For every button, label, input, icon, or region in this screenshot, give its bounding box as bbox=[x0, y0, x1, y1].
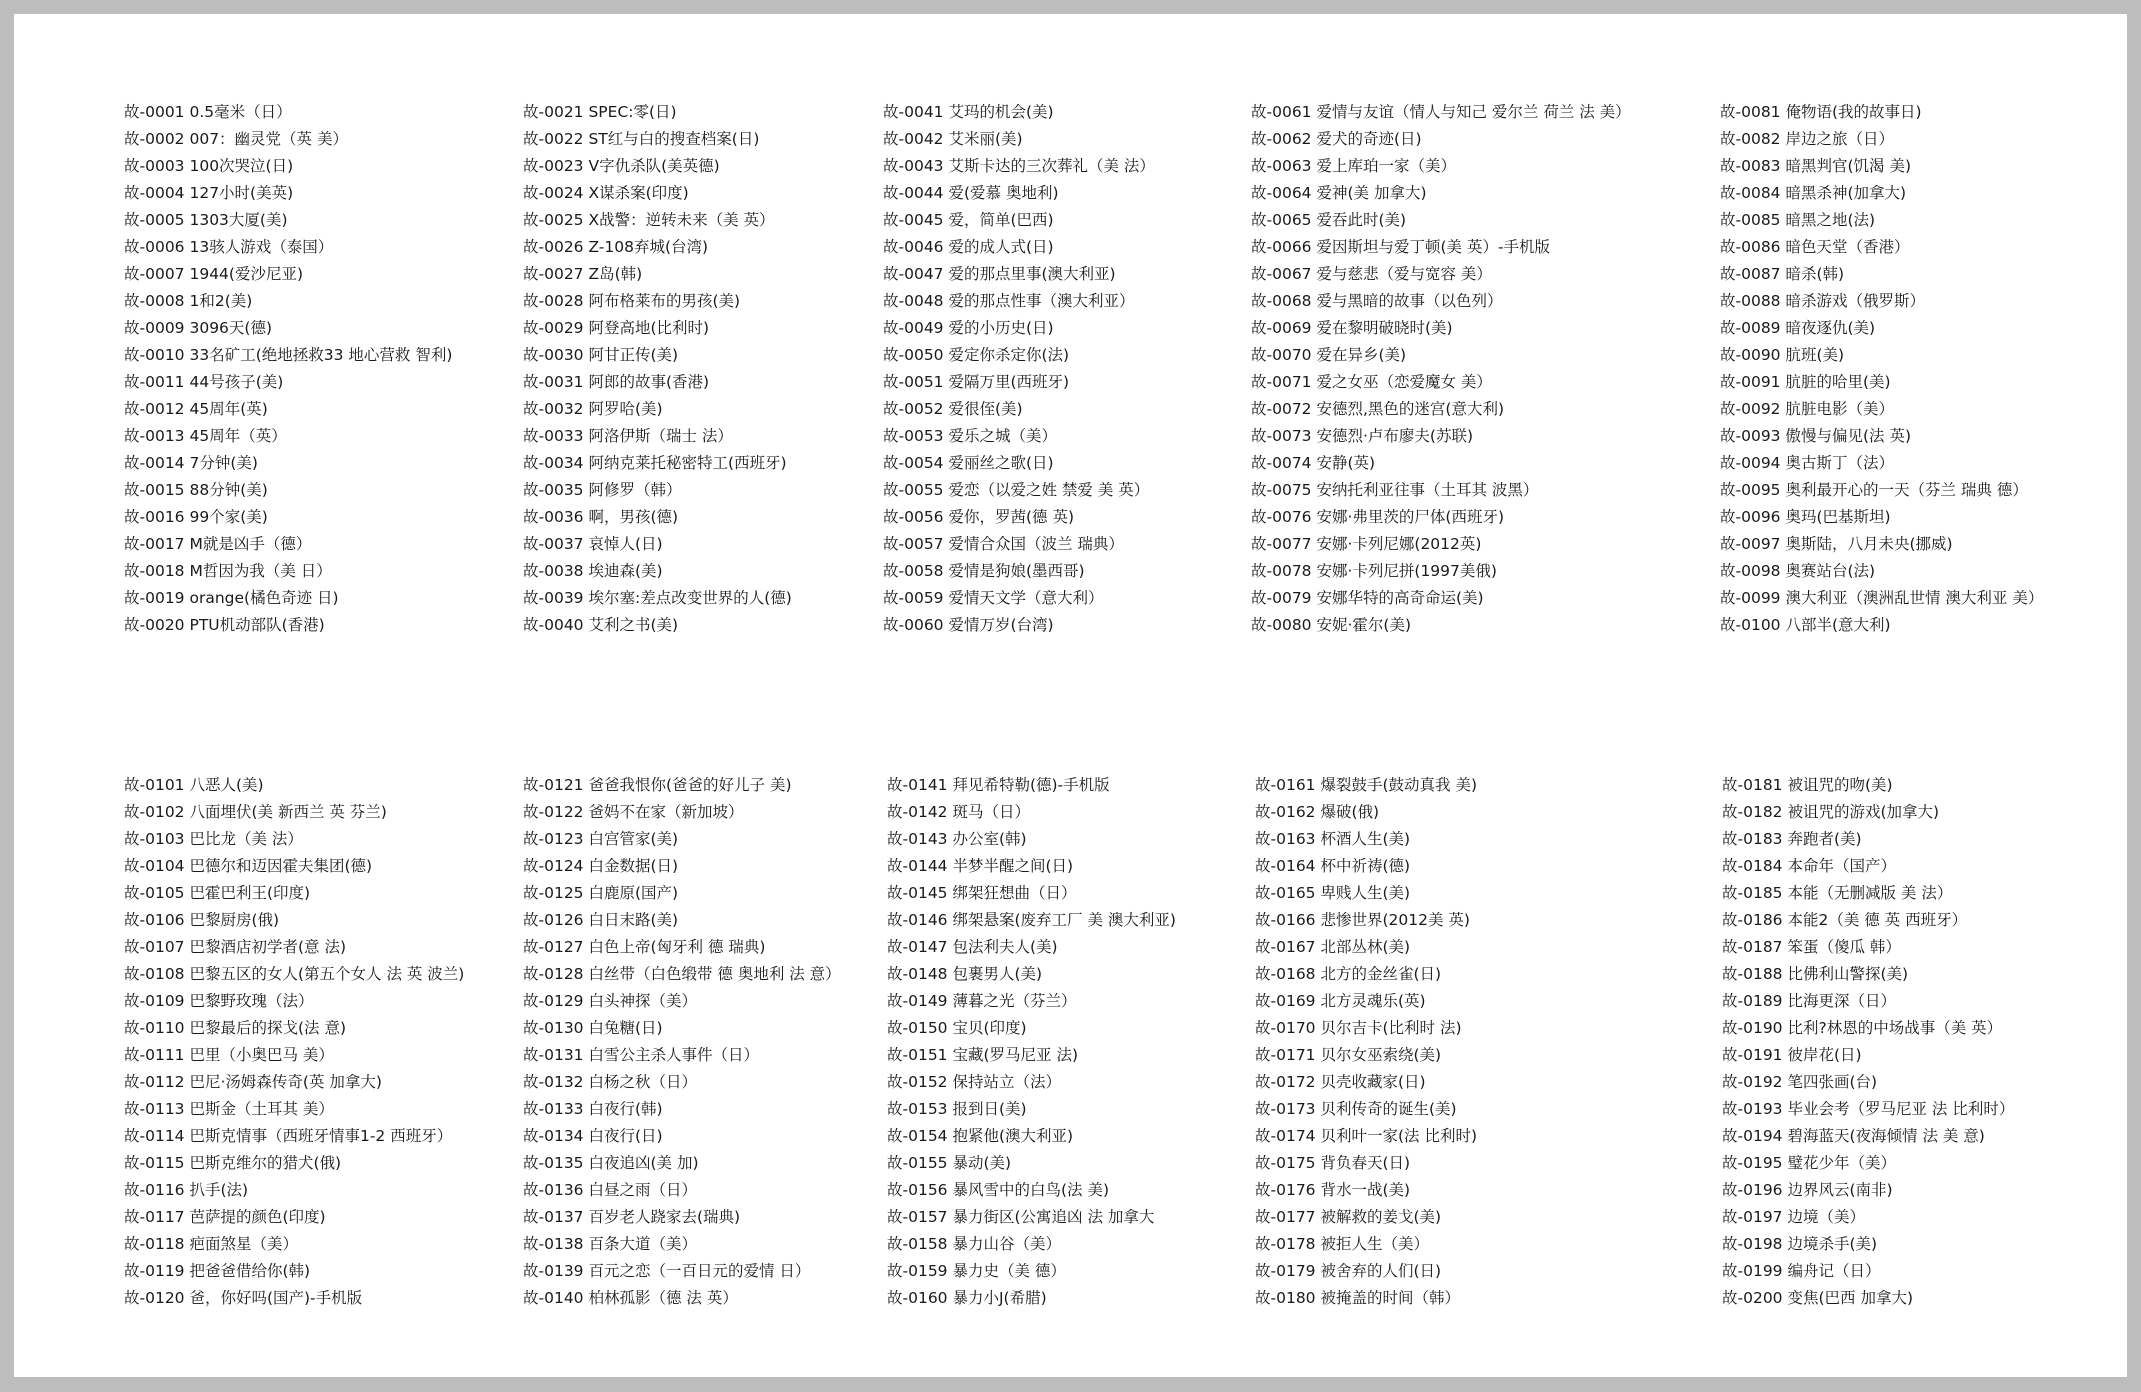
catalog-entry: 故-0193 毕业会考（罗马尼亚 法 比利时） bbox=[1722, 1100, 2015, 1118]
catalog-entry: 故-0128 白丝带（白色缎带 德 奥地利 法 意） bbox=[523, 965, 841, 983]
catalog-entry: 故-0108 巴黎五区的女人(第五个女人 法 英 波兰) bbox=[124, 965, 465, 983]
catalog-entry: 故-0124 白金数据(日) bbox=[523, 857, 679, 875]
catalog-entry: 故-0011 44号孩子(美) bbox=[124, 373, 284, 391]
catalog-entry: 故-0146 绑架悬案(废弃工厂 美 澳大利亚) bbox=[887, 911, 1176, 929]
catalog-entry: 故-0155 暴动(美) bbox=[887, 1154, 1012, 1172]
catalog-entry: 故-0042 艾米丽(美) bbox=[883, 130, 1023, 148]
catalog-entry: 故-0189 比海更深（日） bbox=[1722, 992, 1896, 1010]
catalog-entry: 故-0121 爸爸我恨你(爸爸的好儿子 美) bbox=[523, 776, 792, 794]
catalog-entry: 故-0064 爱神(美 加拿大) bbox=[1251, 184, 1427, 202]
catalog-entry: 故-0096 奥玛(巴基斯坦) bbox=[1720, 508, 1891, 526]
catalog-entry: 故-0020 PTU机动部队(香港) bbox=[124, 616, 325, 634]
catalog-entry: 故-0113 巴斯金（土耳其 美） bbox=[124, 1100, 334, 1118]
catalog-entry: 故-0151 宝藏(罗马尼亚 法) bbox=[887, 1046, 1078, 1064]
catalog-column bbox=[1722, 772, 2141, 1312]
catalog-entry: 故-0066 爱因斯坦与爱丁顿(美 英）-手机版 bbox=[1251, 238, 1551, 256]
catalog-column bbox=[124, 99, 584, 639]
catalog-entry: 故-0185 本能（无删减版 美 法） bbox=[1722, 884, 1953, 902]
catalog-entry: 故-0179 被舍弃的人们(日) bbox=[1255, 1262, 1442, 1280]
catalog-entry: 故-0029 阿登高地(比利时) bbox=[523, 319, 710, 337]
catalog-entry: 故-0052 爱很侄(美) bbox=[883, 400, 1023, 418]
catalog-entry: 故-0038 埃迪森(美) bbox=[523, 562, 663, 580]
catalog-entry: 故-0060 爱情万岁(台湾) bbox=[883, 616, 1054, 634]
catalog-entry: 故-0082 岸边之旅（日） bbox=[1720, 130, 1894, 148]
catalog-entry: 故-0028 阿布格莱布的男孩(美) bbox=[523, 292, 741, 310]
catalog-entry: 故-0034 阿纳克莱托秘密特工(西班牙) bbox=[523, 454, 787, 472]
catalog-entry: 故-0177 被解救的姜戈(美) bbox=[1255, 1208, 1442, 1226]
catalog-entry: 故-0088 暗杀游戏（俄罗斯） bbox=[1720, 292, 1925, 310]
catalog-entry: 故-0097 奥斯陆，八月未央(挪威) bbox=[1720, 535, 1953, 553]
catalog-entry: 故-0054 爱丽丝之歌(日) bbox=[883, 454, 1054, 472]
catalog-entry: 故-0156 暴风雪中的白鸟(法 美) bbox=[887, 1181, 1109, 1199]
catalog-entry: 故-0195 璧花少年（美） bbox=[1722, 1154, 1896, 1172]
catalog-entry: 故-0022 ST红与白的搜查档案(日) bbox=[523, 130, 760, 148]
catalog-entry: 故-0154 抱紧他(澳大利亚) bbox=[887, 1127, 1074, 1145]
catalog-entry: 故-0040 艾利之书(美) bbox=[523, 616, 679, 634]
catalog-entry: 故-0057 爱情合众国（波兰 瑞典） bbox=[883, 535, 1124, 553]
catalog-entry: 故-0051 爱隔万里(西班牙) bbox=[883, 373, 1070, 391]
catalog-entry: 故-0125 白鹿原(国产) bbox=[523, 884, 679, 902]
catalog-entry: 故-0180 被掩盖的时间（韩） bbox=[1255, 1289, 1460, 1307]
catalog-entry: 故-0176 背水一战(美) bbox=[1255, 1181, 1411, 1199]
catalog-entry: 故-0119 把爸爸借给你(韩) bbox=[124, 1262, 311, 1280]
catalog-entry: 故-0068 爱与黑暗的故事（以色列） bbox=[1251, 292, 1503, 310]
catalog-entry: 故-0158 暴力山谷（美） bbox=[887, 1235, 1061, 1253]
catalog-entry: 故-0010 33名矿工(绝地拯救33 地心营救 智利) bbox=[124, 346, 453, 364]
catalog-entry: 故-0160 暴力小J(希腊) bbox=[887, 1289, 1047, 1307]
catalog-entry: 故-0071 爱之女巫（恋爱魔女 美） bbox=[1251, 373, 1492, 391]
catalog-entry: 故-0181 被诅咒的吻(美) bbox=[1722, 776, 1893, 794]
catalog-entry: 故-0056 爱你，罗茜(德 英) bbox=[883, 508, 1074, 526]
catalog-entry: 故-0200 变焦(巴西 加拿大) bbox=[1722, 1289, 1913, 1307]
catalog-entry: 故-0135 白夜追凶(美 加) bbox=[523, 1154, 699, 1172]
catalog-entry: 故-0099 澳大利亚（澳洲乱世情 澳大利亚 美） bbox=[1720, 589, 2044, 607]
catalog-entry: 故-0001 0.5毫米（日） bbox=[124, 103, 292, 121]
catalog-entry: 故-0091 肮脏的哈里(美) bbox=[1720, 373, 1891, 391]
catalog-entry: 故-0084 暗黑杀神(加拿大) bbox=[1720, 184, 1907, 202]
catalog-entry: 故-0170 贝尔吉卡(比利时 法) bbox=[1255, 1019, 1462, 1037]
catalog-entry: 故-0137 百岁老人跷家去(瑞典) bbox=[523, 1208, 741, 1226]
catalog-entry: 故-0114 巴斯克情事（西班牙情事1-2 西班牙） bbox=[124, 1127, 453, 1145]
catalog-entry: 故-0166 悲惨世界(2012美 英) bbox=[1255, 911, 1470, 929]
catalog-entry: 故-0199 编舟记（日） bbox=[1722, 1262, 1881, 1280]
catalog-entry: 故-0149 薄暮之光（芬兰） bbox=[887, 992, 1077, 1010]
catalog-entry: 故-0164 杯中祈祷(德) bbox=[1255, 857, 1411, 875]
catalog-entry: 故-0077 安娜·卡列尼娜(2012英) bbox=[1251, 535, 1482, 553]
catalog-entry: 故-0023 V字仇杀队(美英德) bbox=[523, 157, 720, 175]
catalog-entry: 故-0092 肮脏电影（美） bbox=[1720, 400, 1894, 418]
catalog-entry: 故-0182 被诅咒的游戏(加拿大) bbox=[1722, 803, 1940, 821]
catalog-entry: 故-0107 巴黎酒店初学者(意 法) bbox=[124, 938, 346, 956]
catalog-entry: 故-0095 奥利最开心的一天（芬兰 瑞典 德） bbox=[1720, 481, 2028, 499]
catalog-entry: 故-0118 疤面煞星（美） bbox=[124, 1235, 298, 1253]
catalog-entry: 故-0041 艾玛的机会(美) bbox=[883, 103, 1054, 121]
catalog-entry: 故-0090 肮班(美) bbox=[1720, 346, 1845, 364]
catalog-entry: 故-0115 巴斯克维尔的猎犬(俄) bbox=[124, 1154, 342, 1172]
catalog-entry: 故-0016 99个家(美) bbox=[124, 508, 268, 526]
catalog-entry: 故-0083 暗黑判官(饥渴 美) bbox=[1720, 157, 1911, 175]
catalog-entry: 故-0027 Z岛(韩) bbox=[523, 265, 643, 283]
catalog-entry: 故-0123 白宫管家(美) bbox=[523, 830, 679, 848]
catalog-entry: 故-0009 3096天(德) bbox=[124, 319, 273, 337]
catalog-entry: 故-0183 奔跑者(美) bbox=[1722, 830, 1862, 848]
catalog-entry: 故-0036 啊，男孩(德) bbox=[523, 508, 679, 526]
catalog-entry: 故-0148 包裹男人(美) bbox=[887, 965, 1043, 983]
catalog-entry: 故-0140 柏林孤影（德 法 英） bbox=[523, 1289, 738, 1307]
catalog-entry: 故-0007 1944(爱沙尼亚) bbox=[124, 265, 304, 283]
catalog-entry: 故-0035 阿修罗（韩） bbox=[523, 481, 682, 499]
catalog-entry: 故-0142 斑马（日） bbox=[887, 803, 1030, 821]
catalog-entry: 故-0101 八恶人(美) bbox=[124, 776, 264, 794]
catalog-entry: 故-0030 阿甘正传(美) bbox=[523, 346, 679, 364]
catalog-entry: 故-0069 爱在黎明破晓时(美) bbox=[1251, 319, 1453, 337]
catalog-entry: 故-0074 安静(英) bbox=[1251, 454, 1376, 472]
catalog-entry: 故-0063 爱上库珀一家（美） bbox=[1251, 157, 1456, 175]
catalog-entry: 故-0162 爆破(俄) bbox=[1255, 803, 1380, 821]
catalog-entry: 故-0187 笨蛋（傻瓜 韩） bbox=[1722, 938, 1901, 956]
catalog-entry: 故-0191 彼岸花(日) bbox=[1722, 1046, 1862, 1064]
catalog-column bbox=[1255, 772, 1715, 1312]
catalog-entry: 故-0094 奥古斯丁（法） bbox=[1720, 454, 1894, 472]
catalog-entry: 故-0157 暴力街区(公寓追凶 法 加拿大 bbox=[887, 1208, 1155, 1226]
catalog-entry: 故-0159 暴力史（美 德） bbox=[887, 1262, 1066, 1280]
catalog-entry: 故-0168 北方的金丝雀(日) bbox=[1255, 965, 1442, 983]
catalog-entry: 故-0061 爱情与友谊（情人与知己 爱尔兰 荷兰 法 美） bbox=[1251, 103, 1631, 121]
catalog-entry: 故-0002 007：幽灵党（英 美） bbox=[124, 130, 348, 148]
catalog-entry: 故-0192 笔四张画(台) bbox=[1722, 1073, 1878, 1091]
catalog-entry: 故-0111 巴里（小奥巴马 美） bbox=[124, 1046, 334, 1064]
catalog-entry: 故-0043 艾斯卡达的三次葬礼（美 法） bbox=[883, 157, 1155, 175]
catalog-entry: 故-0109 巴黎野玫瑰（法） bbox=[124, 992, 314, 1010]
catalog-entry: 故-0048 爱的那点性事（澳大利亚） bbox=[883, 292, 1135, 310]
catalog-entry: 故-0129 白头神探（美） bbox=[523, 992, 697, 1010]
catalog-entry: 故-0132 白杨之秋（日） bbox=[523, 1073, 697, 1091]
catalog-entry: 故-0072 安德烈,黑色的迷宫(意大利) bbox=[1251, 400, 1504, 418]
catalog-entry: 故-0017 M就是凶手（德） bbox=[124, 535, 312, 553]
catalog-entry: 故-0081 俺物语(我的故事日) bbox=[1720, 103, 1922, 121]
catalog-entry: 故-0169 北方灵魂乐(英) bbox=[1255, 992, 1426, 1010]
catalog-entry: 故-0086 暗色天堂（香港） bbox=[1720, 238, 1910, 256]
catalog-entry: 故-0044 爱(爱慕 奥地利) bbox=[883, 184, 1059, 202]
catalog-entry: 故-0031 阿郎的故事(香港) bbox=[523, 373, 710, 391]
catalog-entry: 故-0184 本命年（国产） bbox=[1722, 857, 1896, 875]
catalog-entry: 故-0089 暗夜逐仇(美) bbox=[1720, 319, 1876, 337]
catalog-entry: 故-0045 爱，简单(巴西) bbox=[883, 211, 1054, 229]
catalog-entry: 故-0133 白夜行(韩) bbox=[523, 1100, 663, 1118]
catalog-entry: 故-0126 白日末路(美) bbox=[523, 911, 679, 929]
catalog-entry: 故-0012 45周年(英) bbox=[124, 400, 268, 418]
catalog-entry: 故-0127 白色上帝(匈牙利 德 瑞典) bbox=[523, 938, 766, 956]
catalog-entry: 故-0188 比佛利山警探(美) bbox=[1722, 965, 1909, 983]
catalog-entry: 故-0085 暗黑之地(法) bbox=[1720, 211, 1876, 229]
catalog-entry: 故-0015 88分钟(美) bbox=[124, 481, 268, 499]
catalog-entry: 故-0008 1和2(美) bbox=[124, 292, 253, 310]
catalog-entry: 故-0006 13骇人游戏（泰国） bbox=[124, 238, 334, 256]
catalog-entry: 故-0150 宝贝(印度) bbox=[887, 1019, 1027, 1037]
catalog-entry: 故-0047 爱的那点里事(澳大利亚) bbox=[883, 265, 1116, 283]
catalog-entry: 故-0175 背负春天(日) bbox=[1255, 1154, 1411, 1172]
catalog-entry: 故-0087 暗杀(韩) bbox=[1720, 265, 1845, 283]
catalog-entry: 故-0033 阿洛伊斯（瑞士 法） bbox=[523, 427, 733, 445]
catalog-entry: 故-0171 贝尔女巫索绕(美) bbox=[1255, 1046, 1442, 1064]
catalog-entry: 故-0053 爱乐之城（美） bbox=[883, 427, 1057, 445]
catalog-entry: 故-0062 爱犬的奇迹(日) bbox=[1251, 130, 1422, 148]
catalog-entry: 故-0093 傲慢与偏见(法 英) bbox=[1720, 427, 1911, 445]
catalog-entry: 故-0080 安妮·霍尔(美) bbox=[1251, 616, 1411, 634]
catalog-entry: 故-0076 安娜·弗里茨的尸体(西班牙) bbox=[1251, 508, 1504, 526]
catalog-entry: 故-0116 扒手(法) bbox=[124, 1181, 249, 1199]
catalog-entry: 故-0065 爱吞此时(美) bbox=[1251, 211, 1407, 229]
document-page bbox=[14, 14, 2127, 1377]
catalog-entry: 故-0174 贝利叶一家(法 比利时) bbox=[1255, 1127, 1477, 1145]
catalog-entry: 故-0014 7分钟(美) bbox=[124, 454, 258, 472]
catalog-entry: 故-0196 边界风云(南非) bbox=[1722, 1181, 1893, 1199]
catalog-entry: 故-0167 北部丛林(美) bbox=[1255, 938, 1411, 956]
catalog-entry: 故-0161 爆裂鼓手(鼓动真我 美) bbox=[1255, 776, 1477, 794]
catalog-entry: 故-0070 爱在异乡(美) bbox=[1251, 346, 1407, 364]
catalog-entry: 故-0037 哀悼人(日) bbox=[523, 535, 663, 553]
catalog-entry: 故-0075 安纳托利亚往事（土耳其 波黑） bbox=[1251, 481, 1539, 499]
catalog-entry: 故-0049 爱的小历史(日) bbox=[883, 319, 1054, 337]
catalog-entry: 故-0102 八面埋伏(美 新西兰 英 芬兰) bbox=[124, 803, 387, 821]
catalog-entry: 故-0136 白昼之雨（日） bbox=[523, 1181, 697, 1199]
catalog-entry: 故-0026 Z-108弃城(台湾) bbox=[523, 238, 709, 256]
catalog-entry: 故-0013 45周年（英） bbox=[124, 427, 287, 445]
catalog-entry: 故-0144 半梦半醒之间(日) bbox=[887, 857, 1074, 875]
catalog-entry: 故-0163 杯酒人生(美) bbox=[1255, 830, 1411, 848]
catalog-entry: 故-0186 本能2（美 德 英 西班牙） bbox=[1722, 911, 1968, 929]
catalog-entry: 故-0025 X战警：逆转未来（美 英） bbox=[523, 211, 775, 229]
catalog-entry: 故-0055 爱恋（以爱之姓 禁爱 美 英） bbox=[883, 481, 1150, 499]
catalog-entry: 故-0067 爱与慈悲（爱与宽容 美） bbox=[1251, 265, 1492, 283]
catalog-entry: 故-0100 八部半(意大利) bbox=[1720, 616, 1891, 634]
catalog-entry: 故-0019 orange(橘色奇迹 日) bbox=[124, 589, 339, 607]
catalog-entry: 故-0098 奥赛站台(法) bbox=[1720, 562, 1876, 580]
catalog-entry: 故-0139 百元之恋（一百日元的爱情 日） bbox=[523, 1262, 811, 1280]
catalog-entry: 故-0130 白兔糖(日) bbox=[523, 1019, 663, 1037]
catalog-entry: 故-0197 边境（美） bbox=[1722, 1208, 1865, 1226]
catalog-entry: 故-0004 127小时(美英) bbox=[124, 184, 294, 202]
catalog-entry: 故-0024 X谋杀案(印度) bbox=[523, 184, 689, 202]
catalog-column bbox=[1720, 99, 2141, 639]
catalog-entry: 故-0104 巴德尔和迈因霍夫集团(德) bbox=[124, 857, 373, 875]
catalog-entry: 故-0134 白夜行(日) bbox=[523, 1127, 663, 1145]
catalog-entry: 故-0005 1303大厦(美) bbox=[124, 211, 288, 229]
catalog-entry: 故-0078 安娜·卡列尼拼(1997美俄) bbox=[1251, 562, 1497, 580]
catalog-entry: 故-0122 爸妈不在家（新加坡） bbox=[523, 803, 744, 821]
catalog-entry: 故-0059 爱情天文学（意大利） bbox=[883, 589, 1104, 607]
catalog-entry: 故-0190 比利?林恩的中场战事（美 英） bbox=[1722, 1019, 2003, 1037]
catalog-entry: 故-0143 办公室(韩) bbox=[887, 830, 1027, 848]
catalog-entry: 故-0103 巴比龙（美 法） bbox=[124, 830, 303, 848]
catalog-entry: 故-0117 芭萨提的颜色(印度) bbox=[124, 1208, 326, 1226]
catalog-entry: 故-0003 100次哭泣(日) bbox=[124, 157, 294, 175]
catalog-entry: 故-0058 爱情是狗娘(墨西哥) bbox=[883, 562, 1085, 580]
catalog-entry: 故-0138 百条大道（美） bbox=[523, 1235, 697, 1253]
catalog-entry: 故-0046 爱的成人式(日) bbox=[883, 238, 1054, 256]
catalog-entry: 故-0131 白雪公主杀人事件（日） bbox=[523, 1046, 759, 1064]
catalog-entry: 故-0173 贝利传奇的诞生(美) bbox=[1255, 1100, 1457, 1118]
catalog-entry: 故-0153 报到日(美) bbox=[887, 1100, 1027, 1118]
catalog-entry: 故-0172 贝壳收藏家(日) bbox=[1255, 1073, 1426, 1091]
catalog-entry: 故-0106 巴黎厨房(俄) bbox=[124, 911, 280, 929]
catalog-entry: 故-0112 巴尼·汤姆森传奇(英 加拿大) bbox=[124, 1073, 382, 1091]
catalog-entry: 故-0110 巴黎最后的探戈(法 意) bbox=[124, 1019, 346, 1037]
catalog-entry: 故-0039 埃尔塞:差点改变世界的人(德) bbox=[523, 589, 792, 607]
catalog-column bbox=[1251, 99, 1711, 639]
catalog-entry: 故-0178 被拒人生（美） bbox=[1255, 1235, 1429, 1253]
catalog-entry: 故-0018 M哲因为我（美 日） bbox=[124, 562, 332, 580]
catalog-entry: 故-0021 SPEC:零(日) bbox=[523, 103, 677, 121]
catalog-entry: 故-0147 包法利夫人(美) bbox=[887, 938, 1058, 956]
catalog-entry: 故-0165 卑贱人生(美) bbox=[1255, 884, 1411, 902]
catalog-entry: 故-0105 巴霍巴利王(印度) bbox=[124, 884, 311, 902]
catalog-entry: 故-0145 绑架狂想曲（日） bbox=[887, 884, 1077, 902]
catalog-entry: 故-0152 保持站立（法） bbox=[887, 1073, 1061, 1091]
catalog-entry: 故-0073 安德烈·卢布廖夫(苏联) bbox=[1251, 427, 1473, 445]
catalog-entry: 故-0198 边境杀手(美) bbox=[1722, 1235, 1878, 1253]
catalog-entry: 故-0032 阿罗哈(美) bbox=[523, 400, 663, 418]
catalog-entry: 故-0120 爸，你好吗(国产)-手机版 bbox=[124, 1289, 363, 1307]
catalog-entry: 故-0141 拜见希特勒(德)-手机版 bbox=[887, 776, 1110, 794]
catalog-entry: 故-0079 安娜华特的高奇命运(美) bbox=[1251, 589, 1484, 607]
catalog-column bbox=[124, 772, 584, 1312]
catalog-entry: 故-0050 爱定你杀定你(法) bbox=[883, 346, 1070, 364]
catalog-entry: 故-0194 碧海蓝天(夜海倾情 法 美 意) bbox=[1722, 1127, 1985, 1145]
